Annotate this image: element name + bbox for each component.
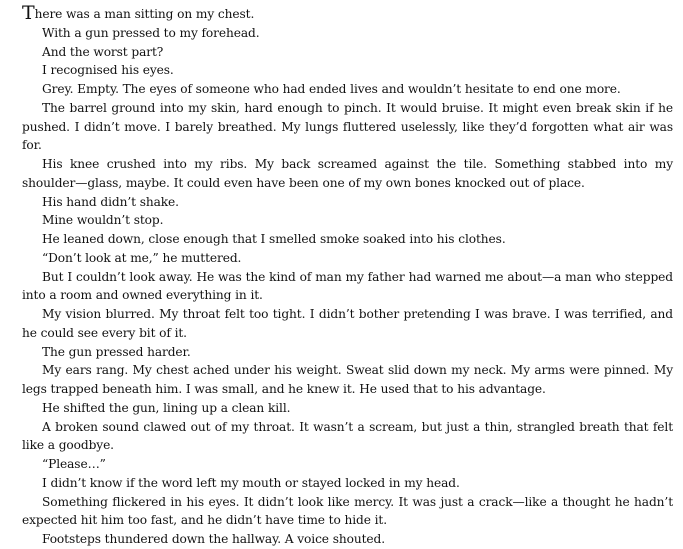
- paragraph: Something flickered in his eyes. It didn’t look like mercy. It was just a crack—like a thought he hadn’t expected hit him too fast, and he didn’t have time to hide it.: [22, 494, 673, 528]
- paragraph: Grey. Empty. The eyes of someone who had ended lives and wouldn’t hesitate to end one more.: [42, 82, 621, 96]
- paragraph: The gun pressed harder.: [42, 344, 191, 359]
- paragraph: The barrel ground into my skin, hard enough to pinch. It would bruise. It might even break skin if he pushed. I didn’t move. I barely breathed. My lungs fluttered uselessly, like they’d forgotten what air was for.: [22, 100, 673, 153]
- paragraph: Footsteps thundered down the hallway. A voice shouted.: [42, 532, 385, 546]
- paragraph: He leaned down, close enough that I smelled smoke soaked into his clothes.: [42, 232, 506, 246]
- drop-cap: T: [22, 2, 35, 24]
- paragraph: My vision blurred. My throat felt too tight. I didn’t bother pretending I was brave. I was terrified, and he could see every bit of it.: [22, 307, 673, 340]
- paragraph: With a gun pressed to my forehead.: [42, 25, 260, 40]
- paragraph: And the worst part?: [42, 44, 164, 59]
- paragraph: He shifted the gun, lining up a clean kill.: [42, 400, 291, 415]
- paragraph: I didn’t know if the word left my mouth or stayed locked in my head.: [42, 475, 460, 490]
- paragraph: “Don’t look at me,” he muttered.: [42, 250, 242, 265]
- paragraph: I recognised his eyes.: [42, 63, 174, 78]
- book-page: [22, 4, 673, 549]
- opening-text: here was a man sitting on my chest.: [34, 7, 255, 21]
- paragraph: My ears rang. My chest ached under his weight. Sweat slid down my neck. My arms were pinned. My legs trapped beneath him. I was small, and he knew it. He used that to his advantage.: [22, 363, 673, 396]
- paragraph: Mine wouldn’t stop.: [42, 213, 164, 228]
- paragraph: But I couldn’t look away. He was the kind of man my father had warned me about—a man who stepped into a room and owned everything in it.: [22, 269, 673, 303]
- paragraph: “Please…”: [42, 457, 106, 471]
- paragraph: His hand didn’t shake.: [42, 194, 179, 209]
- paragraph: His knee crushed into my ribs. My back screamed against the tile. Something stabbed into my shoulder—glass, maybe. It could even have been one of my own bones knocked out of place.: [22, 157, 673, 190]
- paragraph: A broken sound clawed out of my throat. It wasn’t a scream, but just a thin, strangled breath that felt like a goodbye.: [22, 419, 673, 453]
- paragraph-opening: [22, 4, 673, 24]
